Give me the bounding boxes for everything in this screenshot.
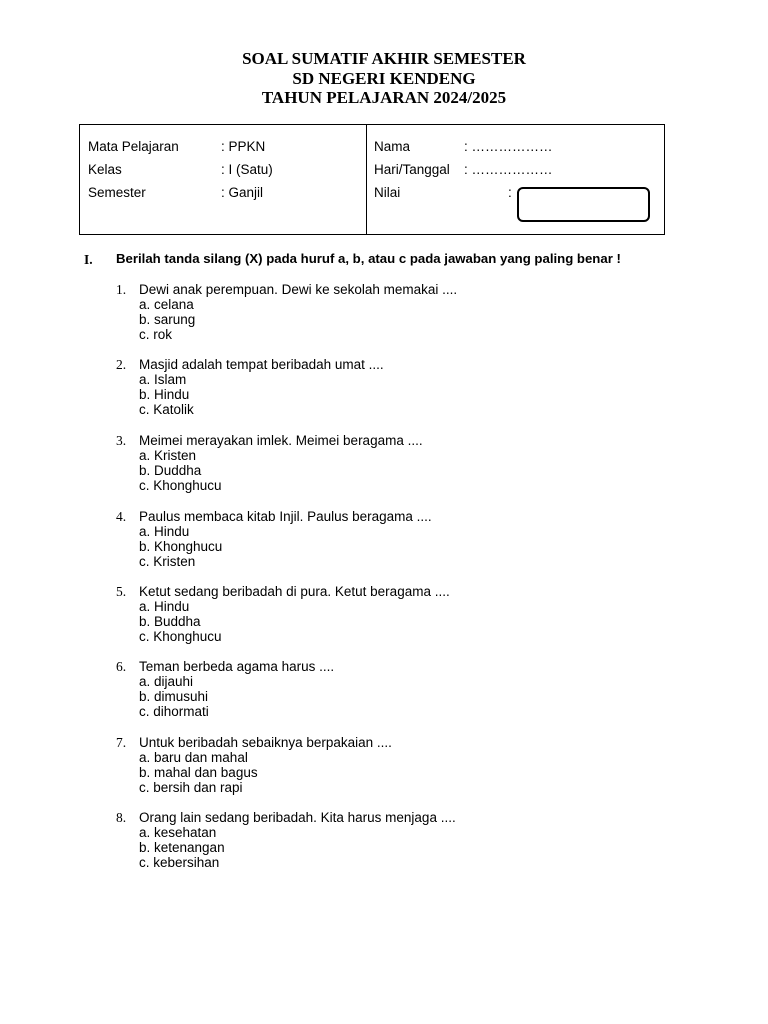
title-line-1: SOAL SUMATIF AKHIR SEMESTER bbox=[242, 49, 526, 68]
option-c[interactable]: c. Khonghucu bbox=[139, 629, 222, 645]
question-text: Untuk beribadah sebaiknya berpakaian .... bbox=[139, 735, 392, 750]
question-text: Masjid adalah tempat beribadah umat .... bbox=[139, 357, 384, 372]
question-number: 1. bbox=[116, 282, 127, 297]
question-number: 4. bbox=[116, 509, 127, 524]
semester-value: : Ganjil bbox=[221, 185, 264, 200]
option-a[interactable]: a. Kristen bbox=[139, 448, 197, 464]
option-c[interactable]: c. kebersihan bbox=[139, 855, 220, 871]
question-text: Orang lain sedang beribadah. Kita harus menjaga .... bbox=[139, 810, 456, 825]
option-a[interactable]: a. Hindu bbox=[139, 524, 190, 540]
date-value[interactable]: : ……………… bbox=[464, 162, 553, 177]
document-title bbox=[0, 49, 768, 108]
question-number: 5. bbox=[116, 584, 127, 599]
option-b[interactable]: b. sarung bbox=[139, 312, 196, 328]
question-text: Meimei merayakan imlek. Meimei beragama .... bbox=[139, 433, 423, 448]
question-number: 8. bbox=[116, 810, 127, 825]
question-text: Paulus membaca kitab Injil. Paulus beragama .... bbox=[139, 509, 432, 524]
option-b[interactable]: b. Khonghucu bbox=[139, 539, 223, 555]
option-b[interactable]: b. ketenangan bbox=[139, 840, 225, 856]
option-a[interactable]: a. celana bbox=[139, 297, 194, 313]
question-number: 3. bbox=[116, 433, 127, 448]
section-number: I. bbox=[84, 252, 93, 267]
class-label: Kelas bbox=[88, 162, 122, 177]
question-text: Teman berbeda agama harus .... bbox=[139, 659, 335, 674]
option-b[interactable]: b. Hindu bbox=[139, 387, 190, 403]
name-label: Nama bbox=[374, 139, 411, 154]
option-a[interactable]: a. dijauhi bbox=[139, 674, 194, 690]
option-b[interactable]: b. Duddha bbox=[139, 463, 202, 479]
option-a[interactable]: a. kesehatan bbox=[139, 825, 217, 841]
question-text: Ketut sedang beribadah di pura. Ketut beragama .... bbox=[139, 584, 450, 599]
option-b[interactable]: b. dimusuhi bbox=[139, 689, 209, 705]
score-label: Nilai bbox=[374, 185, 401, 200]
subject-value: : PPKN bbox=[221, 139, 266, 154]
option-a[interactable]: a. Hindu bbox=[139, 599, 190, 615]
option-c[interactable]: c. Khonghucu bbox=[139, 478, 222, 494]
question-text: Dewi anak perempuan. Dewi ke sekolah memakai .... bbox=[139, 282, 458, 297]
option-c[interactable]: c. dihormati bbox=[139, 704, 209, 720]
option-a[interactable]: a. baru dan mahal bbox=[139, 750, 248, 766]
semester-label: Semester bbox=[88, 185, 146, 200]
option-c[interactable]: c. Kristen bbox=[139, 554, 196, 570]
question-number: 2. bbox=[116, 357, 127, 372]
option-b[interactable]: b. Buddha bbox=[139, 614, 201, 630]
option-c[interactable]: c. bersih dan rapi bbox=[139, 780, 243, 796]
option-a[interactable]: a. Islam bbox=[139, 372, 187, 388]
title-line-2: SD NEGERI KENDENG bbox=[292, 68, 476, 88]
score-colon: : bbox=[508, 185, 512, 200]
question-number: 6. bbox=[116, 659, 127, 674]
title-line-3: TAHUN PELAJARAN 2024/2025 bbox=[261, 88, 507, 107]
name-value[interactable]: : ……………… bbox=[464, 139, 553, 154]
option-b[interactable]: b. mahal dan bagus bbox=[139, 765, 258, 781]
section-instruction: Berilah tanda silang (X) pada huruf a, b, atau c pada jawaban yang paling benar ! bbox=[116, 251, 621, 266]
score-box[interactable] bbox=[517, 187, 650, 222]
class-value: : I (Satu) bbox=[221, 162, 273, 177]
identity-box-divider bbox=[366, 124, 367, 235]
subject-label: Mata Pelajaran bbox=[88, 139, 179, 154]
date-label: Hari/Tanggal bbox=[374, 162, 450, 177]
option-c[interactable]: c. Katolik bbox=[139, 402, 194, 418]
option-c[interactable]: c. rok bbox=[139, 327, 173, 343]
question-number: 7. bbox=[116, 735, 127, 750]
